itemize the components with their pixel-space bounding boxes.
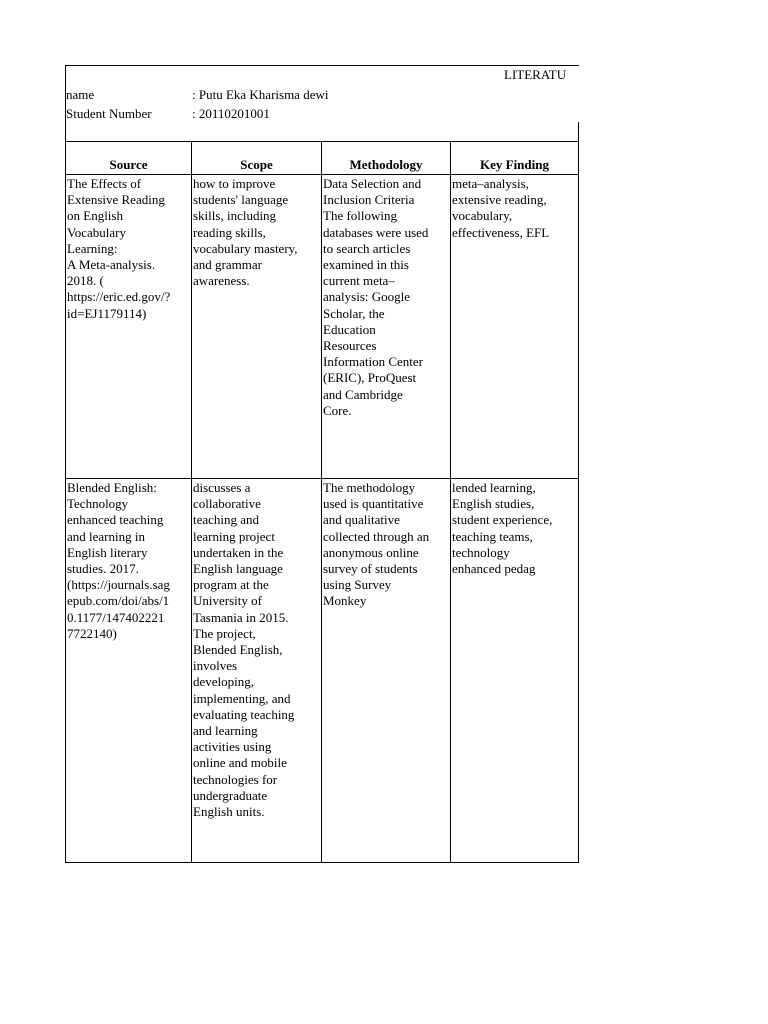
row2-key-finding: lended learning, English studies, student experience, teaching teams, technology enhanced pedag [452, 480, 553, 577]
header-source: Source [109, 157, 148, 172]
col-divider-1 [191, 141, 192, 863]
row1-methodology: Data Selection and Inclusion Criteria The following databases were used to search articles examined in this current meta– analysis: Google Scholar, the Education Resources Information Center (ERIC), ProQuest and Cambridge Core. [323, 176, 429, 418]
col-divider-4 [578, 141, 579, 863]
header-scope: Scope [240, 157, 273, 172]
row-separator [65, 478, 579, 479]
header-methodology: Methodology [349, 157, 423, 172]
row1-source: The Effects of Extensive Reading on English Vocabulary Learning: A Meta-analysis. 2018. ( https://eric.ed.gov/? id=EJ1179114) [67, 176, 171, 321]
right-border-upper [578, 122, 579, 142]
row2-scope: discusses a collaborative teaching and learning project undertaken in the English language program at the University of Tasmania in 2015. The project, Blended English, involves developing, implementing, and evaluating teaching and learning activities using online and mobile technologies for undergraduate English units. [193, 480, 295, 820]
row1-key-finding: meta–analysis, extensive reading, vocabulary, effectiveness, EFL [452, 176, 550, 240]
left-border [65, 65, 66, 863]
student-number-label: Student Number [66, 106, 152, 121]
sheet-title: LITERATU [504, 67, 567, 82]
top-border [65, 65, 579, 66]
col-divider-2 [321, 141, 322, 863]
header-top-rule [65, 141, 579, 142]
header-bottom-rule [65, 174, 579, 175]
row2-source: Blended English: Technology enhanced teaching and learning in English literary studies. 2017. (https://journals.sag epub.com/doi/abs/1 0.1177/147402221 7722140) [67, 480, 170, 641]
name-label: name [66, 87, 95, 102]
header-key-finding: Key Finding [480, 157, 549, 172]
row1-scope: how to improve students' language skills, including reading skills, vocabulary mastery, and grammar awareness. [193, 176, 298, 289]
name-value: : Putu Eka Kharisma dewi [192, 87, 329, 102]
student-number-value: : 20110201001 [192, 106, 270, 121]
row2-methodology: The methodology used is quantitative and qualitative collected through an anonymous online survey of students using Survey Monkey [323, 480, 430, 609]
table-bottom-rule [65, 862, 579, 863]
col-divider-3 [450, 141, 451, 863]
